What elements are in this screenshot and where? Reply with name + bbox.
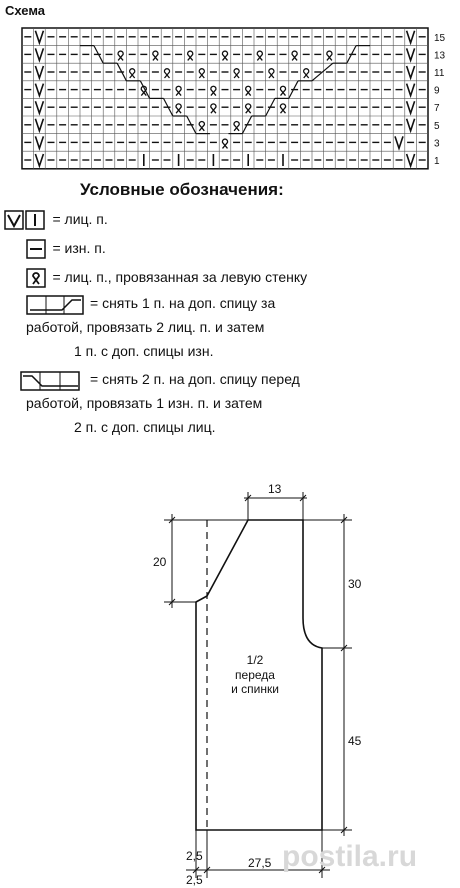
twisted-stitch-symbol [257, 51, 262, 60]
legend-item-twisted [26, 266, 307, 288]
v-stitch-symbol [35, 48, 43, 60]
legend-item-cable-left-line1: = снять 2 п. на доп. спицу перед [90, 371, 300, 387]
v-stitch-symbol [35, 136, 43, 148]
twisted-stitch-symbol [234, 121, 239, 130]
legend-item-cable-right-line1: = снять 1 п. на доп. спицу за [90, 295, 276, 311]
knitting-chart [20, 26, 460, 174]
cable-right-icon [26, 295, 86, 315]
legend-item-twisted-text: = лиц. п., провязанная за левую стенку [52, 269, 308, 285]
row-number-label: 3 [434, 138, 440, 150]
twisted-stitch-symbol [234, 69, 239, 78]
v-stitch-symbol [35, 119, 43, 131]
dim-right-upper: 30 [348, 577, 362, 591]
dim-bottom-left: 2,5 [186, 849, 203, 863]
watermark: postila.ru [282, 840, 418, 873]
v-stitch-symbol [407, 119, 415, 131]
v-stitch-symbol [407, 154, 415, 166]
chart-title: Схема [5, 3, 46, 18]
legend-item-cable-left-line2: работой, провязать 1 изн. п. и затем [26, 395, 263, 411]
v-stitch-symbol [35, 31, 43, 43]
twisted-stitch-symbol [153, 51, 158, 60]
v-stitch-symbol [407, 31, 415, 43]
twisted-stitch-symbol [188, 51, 193, 60]
v-stitch-symbol [35, 84, 43, 96]
row-number-label: 13 [434, 50, 446, 62]
twisted-stitch-symbol [280, 86, 285, 95]
chart-grid [22, 28, 428, 169]
legend-item-cable-right-line2: работой, провязать 2 лиц. п. и затем [26, 319, 265, 335]
dim-left-height: 20 [153, 555, 167, 569]
row-number-labels [434, 33, 446, 167]
twisted-stitch-symbol [222, 139, 227, 148]
piece-label-line3: и спинки [231, 682, 279, 696]
row-number-label: 11 [434, 68, 445, 79]
v-stitch-symbol [407, 66, 415, 78]
twisted-stitch-symbol [304, 69, 309, 78]
dim-top-width: 13 [268, 482, 282, 496]
twisted-stitch-symbol [118, 51, 123, 60]
legend-item-knit [4, 208, 108, 230]
row-number-label: 7 [434, 103, 440, 115]
twisted-stitch-symbol [292, 51, 297, 60]
legend-item-cable-right-line3: 1 п. с доп. спицы изн. [74, 343, 214, 359]
twisted-stitch-symbol [246, 86, 251, 95]
dim-bottom-width: 27,5 [248, 856, 272, 870]
v-stitch-symbol [395, 136, 403, 148]
twisted-stitch-icon [26, 268, 48, 288]
legend-item-cable-left-line3: 2 п. с доп. спицы лиц. [74, 419, 216, 435]
twisted-stitch-symbol [164, 69, 169, 78]
twisted-stitch-symbol [211, 104, 216, 113]
v-stitch-symbol [407, 101, 415, 113]
garment-schematic [0, 470, 460, 888]
row-number-label: 9 [434, 85, 440, 97]
dim-bottom-left2: 2,5 [186, 873, 203, 887]
twisted-stitch-symbol [176, 86, 181, 95]
dash-icon [26, 239, 48, 259]
twisted-stitch-symbol [269, 69, 274, 78]
twisted-stitch-symbol [199, 69, 204, 78]
legend-item-purl [26, 237, 106, 259]
piece-label-line2: переда [235, 668, 275, 682]
legend-item-purl-text: = изн. п. [52, 240, 106, 256]
twisted-stitch-symbol [222, 51, 227, 60]
dim-right-lower: 45 [348, 734, 362, 748]
twisted-stitch-symbol [280, 104, 285, 113]
cable-left-icon [20, 371, 82, 391]
twisted-stitch-symbol [176, 104, 181, 113]
v-stitch-symbol [35, 154, 43, 166]
piece-label-fraction: 1/2 [246, 653, 264, 667]
twisted-stitch-symbol [130, 69, 135, 78]
v-stitch-symbol [407, 84, 415, 96]
v-stitch-symbol [35, 66, 43, 78]
twisted-stitch-symbol [327, 51, 332, 60]
v-stitch-symbol [407, 48, 415, 60]
twisted-stitch-symbol [199, 121, 204, 130]
legend-title: Условные обозначения: [80, 180, 284, 199]
row-number-label: 5 [434, 120, 440, 132]
v-stitch-symbol [35, 101, 43, 113]
twisted-stitch-symbol [246, 104, 251, 113]
row-number-label: 15 [434, 32, 446, 44]
legend-item-knit-text: = лиц. п. [52, 211, 108, 227]
v-stitch-icon [4, 210, 48, 230]
twisted-stitch-symbol [211, 86, 216, 95]
row-number-label: 1 [434, 156, 440, 167]
